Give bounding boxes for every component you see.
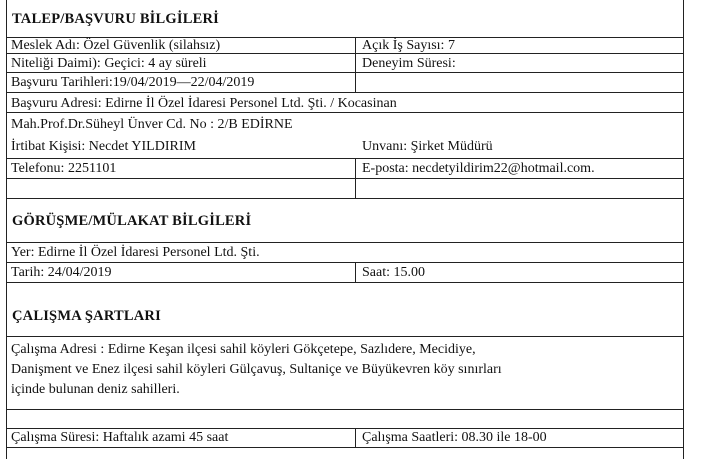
basvuru-tarihleri: Başvuru Tarihleri:19/04/2019—22/04/2019	[11, 75, 255, 90]
table-border-left	[6, 0, 7, 459]
basvuru-adresi-line2: Mah.Prof.Dr.Süheyl Ünver Cd. No : 2/B EDİRNE	[11, 117, 293, 132]
rule	[6, 198, 684, 199]
column-divider	[355, 262, 356, 282]
column-divider	[355, 158, 356, 198]
calisma-adresi-line1: Çalışma Adresi : Edirne Keşan ilçesi sahil köyleri Gökçetepe, Sazlıdere, Mecidiye,	[11, 342, 476, 357]
section-title-calisma-sartlari: ÇALIŞMA ŞARTLARI	[12, 308, 161, 324]
calisma-adresi-line3: içinde bulunan deniz sahilleri.	[11, 382, 180, 397]
calisma-suresi: Çalışma Süresi: Haftalık azami 45 saat	[11, 430, 229, 445]
meslek-adi: Meslek Adı: Özel Güvenlik (silahsız)	[11, 38, 221, 53]
column-divider	[355, 428, 356, 447]
telefonu: Telefonu: 2251101	[11, 161, 117, 176]
rule	[6, 262, 684, 263]
unvani: Unvanı: Şirket Müdürü	[362, 139, 493, 154]
rule	[6, 409, 684, 410]
rule	[6, 336, 684, 337]
gorusme-saati: Saat: 15.00	[362, 265, 425, 280]
rule	[6, 447, 684, 448]
rule	[6, 92, 684, 93]
rule	[6, 178, 684, 179]
gorusme-yeri: Yer: Edirne İl Özel İdaresi Personel Ltd. Şti.	[11, 245, 260, 260]
acik-is-sayisi: Açık İş Sayısı: 7	[362, 38, 455, 53]
deneyim-suresi: Deneyim Süresi:	[362, 56, 456, 71]
table-border-right	[683, 0, 684, 459]
section-title-talep: TALEP/BAŞVURU BİLGİLERİ	[12, 11, 219, 27]
calisma-adresi-line2: Danişment ve Enez ilçesi sahil köyleri Gülçavuş, Sultaniçe ve Büyükevren köy sınırları	[11, 362, 502, 377]
gorusme-tarihi: Tarih: 24/04/2019	[11, 265, 112, 280]
column-divider	[355, 37, 356, 92]
niteligi: Niteliği Daimi): Geçici: 4 ay süreli	[11, 56, 207, 71]
rule	[6, 158, 684, 159]
e-posta: E-posta: necdetyildirim22@hotmail.com.	[362, 161, 595, 176]
basvuru-adresi-line1: Başvuru Adresi: Edirne İl Özel İdaresi Personel Ltd. Şti. / Kocasinan	[11, 96, 397, 111]
rule	[6, 242, 684, 243]
irtibat-kisisi: İrtibat Kişisi: Necdet YILDIRIM	[11, 139, 196, 154]
rule	[6, 282, 684, 283]
rule	[6, 112, 684, 113]
rule	[6, 72, 684, 73]
section-title-gorusme: GÖRÜŞME/MÜLAKAT BİLGİLERİ	[12, 213, 252, 229]
calisma-saatleri: Çalışma Saatleri: 08.30 ile 18-00	[362, 430, 547, 445]
